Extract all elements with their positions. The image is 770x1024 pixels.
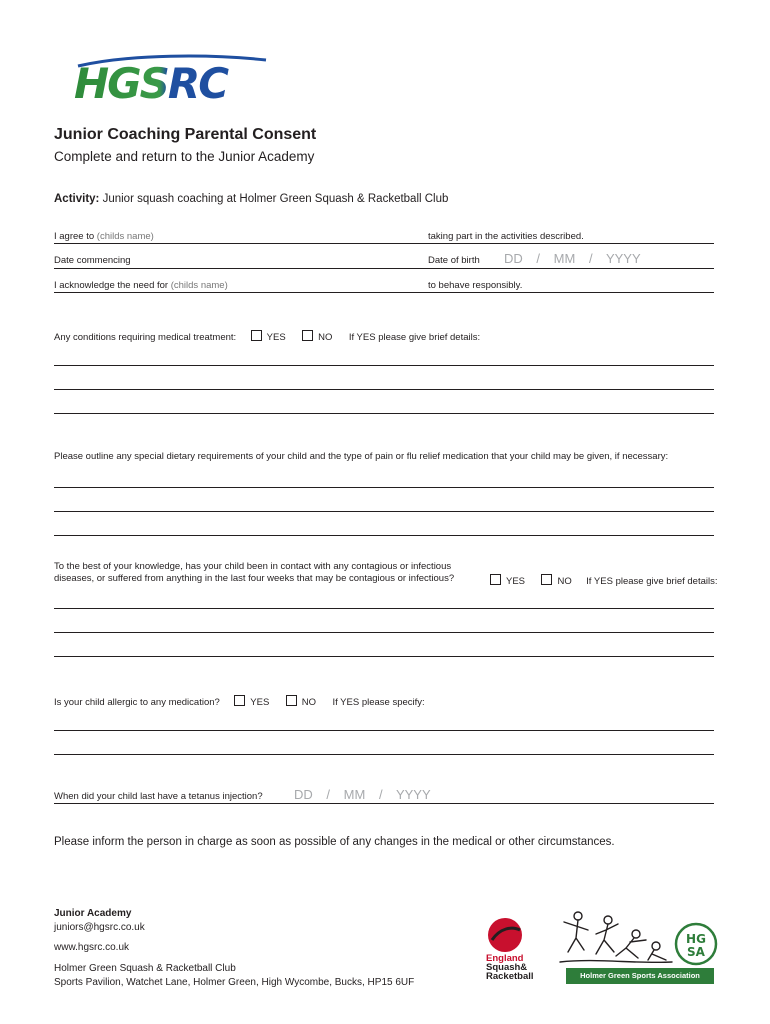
medical-details-line-2[interactable] (54, 389, 714, 390)
medical-details-line-1[interactable] (54, 365, 714, 366)
dietary-line-3[interactable] (54, 535, 714, 536)
england-squash-logo: England Squash& Racketball (484, 914, 544, 986)
tetanus-line[interactable] (54, 803, 714, 804)
contagious-line-2[interactable] (54, 632, 714, 633)
contagious-no-checkbox[interactable] (541, 574, 552, 585)
medical-question-row (54, 327, 480, 345)
allergy-yes-checkbox[interactable] (234, 695, 245, 706)
agree-suffix: taking part in the activities described. (428, 231, 584, 242)
notice-text: Please inform the person in charge as soon as possible of any changes in the medical or other circumstances. (54, 836, 615, 848)
dob-input[interactable]: DD / MM / YYYY (504, 251, 641, 266)
activity-value: Junior squash coaching at Holmer Green Squash & Racketball Club (102, 193, 449, 205)
medical-yes-option[interactable]: YES (251, 330, 286, 343)
tetanus-date-input[interactable]: DD / MM / YYYY (294, 787, 431, 802)
medical-question: Any conditions requiring medical treatment: (54, 332, 237, 343)
allergy-question-row (54, 692, 425, 710)
acknowledge-label: I acknowledge the need for (childs name) (54, 280, 228, 291)
dietary-question: Please outline any special dietary requirements of your child and the type of pain or flu relief medication that your child may be given, if necessary: (54, 451, 669, 462)
allergy-line-2[interactable] (54, 754, 714, 755)
activity-line (54, 193, 448, 205)
allergy-line-1[interactable] (54, 730, 714, 731)
activity-label: Activity: (54, 193, 100, 205)
medical-details-line-3[interactable] (54, 413, 714, 414)
contagious-line-1[interactable] (54, 608, 714, 609)
form-title: Junior Coaching Parental Consent (54, 126, 317, 143)
contagious-details-label: If YES please give brief details: (586, 576, 718, 587)
acknowledge-suffix: to behave responsibly. (428, 280, 523, 291)
agree-child-name-field[interactable] (54, 243, 714, 244)
allergy-no-option[interactable]: NO (286, 695, 316, 708)
medical-details-label: If YES please give brief details: (348, 332, 481, 343)
medical-no-checkbox[interactable] (302, 330, 313, 341)
hgsrc-logo (70, 52, 270, 104)
footer-address-line2: Sports Pavilion, Watchet Lane, Holmer Green, High Wycombe, Bucks, HP15 6UF (54, 977, 415, 988)
svg-text:HG: HG (686, 932, 706, 946)
contagious-no-option[interactable]: NO (541, 574, 571, 587)
allergy-details-label: If YES please specify: (332, 697, 425, 708)
contagious-question: To the best of your knowledge, has your child been in contact with any contagious or infectious diseases, or suffered from anything in the last four weeks that may be contagious or infectious? (54, 561, 455, 584)
sports-figures-illustration (556, 906, 674, 968)
allergy-no-checkbox[interactable] (286, 695, 297, 706)
svg-text:SA: SA (687, 945, 705, 959)
allergy-yes-option[interactable]: YES (234, 695, 269, 708)
date-commencing-field[interactable] (54, 268, 714, 269)
contagious-yes-option[interactable]: YES (490, 574, 525, 587)
agree-label: I agree to (childs name) (54, 231, 154, 242)
footer-address-line1: Holmer Green Squash & Racketball Club (54, 963, 236, 974)
date-commencing-label: Date commencing (54, 255, 131, 266)
svg-text:HGSRC: HGSRC (74, 59, 228, 104)
tetanus-question: When did your child last have a tetanus injection? (54, 791, 263, 802)
hgsa-monogram-icon (674, 922, 718, 966)
form-subtitle: Complete and return to the Junior Academy (54, 149, 315, 164)
footer-dept: Junior Academy (54, 908, 132, 919)
contagious-options (490, 571, 718, 589)
footer-email[interactable]: juniors@hgsrc.co.uk (54, 922, 145, 933)
footer-website[interactable]: www.hgsrc.co.uk (54, 942, 130, 953)
contagious-yes-checkbox[interactable] (490, 574, 501, 585)
hgsa-badge: Holmer Green Sports Association (566, 968, 714, 984)
dob-label: Date of birth (428, 255, 480, 266)
contagious-line-3[interactable] (54, 656, 714, 657)
acknowledge-child-name-field[interactable] (54, 292, 714, 293)
medical-yes-checkbox[interactable] (251, 330, 262, 341)
dietary-line-2[interactable] (54, 511, 714, 512)
medical-no-option[interactable]: NO (302, 330, 332, 343)
dietary-line-1[interactable] (54, 487, 714, 488)
allergy-question: Is your child allergic to any medication? (54, 697, 220, 708)
england-squash-emblem-icon (486, 916, 524, 954)
